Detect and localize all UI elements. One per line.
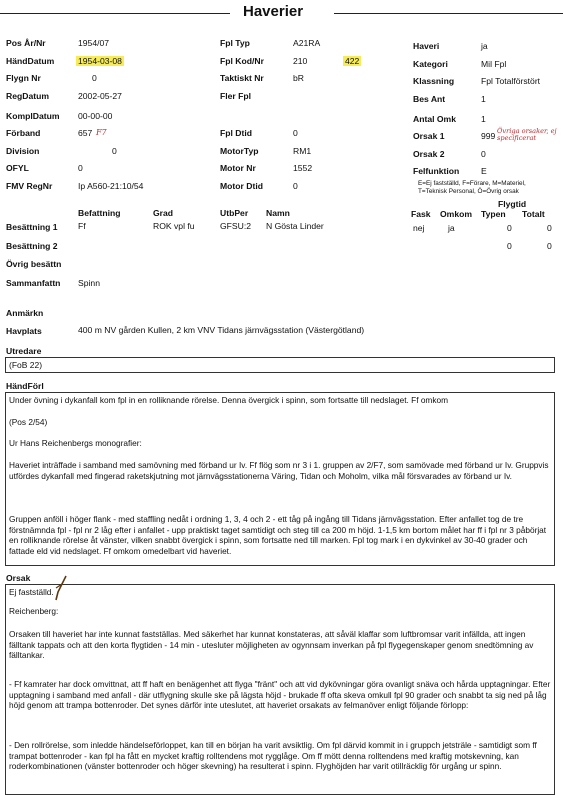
- orsak-paragraph-5: - Den rollrörelse, som inledde händelseförloppet, kan till en början ha varit avsiktlig. Om fpl därvid kommit in i gruppch jetsträle - samtidigt som ff trampat bottenroder - kan fpl ha fått en mycket kraftig rolltendens mot rygglåge. Om ff mött denna rolltendens med kraftig motskevning, kan roderkombinationen (vänster bottenroder och höger skevning) ha resulterat i spinn. Flyghöjden har varit otillräcklig för urgång ur spinn.: [9, 740, 537, 772]
- orsak-box: [5, 584, 555, 795]
- klassning-label: Klassning: [413, 76, 455, 86]
- handforl-label: HändFörl: [6, 381, 44, 391]
- besattning1-totalt: 0: [547, 223, 552, 233]
- taktiskt-nr-label: Taktiskt Nr: [220, 73, 264, 83]
- taktiskt-nr-value: bR: [293, 73, 304, 83]
- orsak-paragraph-4: - Ff kamrater har dock omvittnat, att ff haft en benägenhet att flyga "fränt" och att vid dykövningar göra ovanligt snäva och hårda upptagningar. Efter upptagning i samband med anfall - där utflygning skulle ske på lägsta höjd - brukade ff ofta skeva omkull fpl 90 grader och snabbt ta sig ned på låg höjd genom att trampa bottenroder. Det synes därför inte uteslutet, att haveriet orsakats av felmanöver enligt följande förlopp:: [9, 679, 551, 711]
- orsak1-value: 999: [481, 131, 496, 141]
- besattning2-totalt: 0: [547, 241, 552, 251]
- besattning1-utbper: GFSU:2: [220, 221, 252, 231]
- kategori-value: Mil Fpl: [481, 59, 507, 69]
- page-title: Haverier: [243, 3, 304, 20]
- bes-ant-label: Bes Ant: [413, 94, 446, 104]
- felfunktion-label: Felfunktion: [413, 166, 460, 176]
- fler-fpl-label: Fler Fpl: [220, 91, 252, 101]
- title-rule-right: [334, 13, 563, 14]
- orsak2-label: Orsak 2: [413, 149, 445, 159]
- orsak-paragraph-3: Orsaken till haveriet har inte kunnat fastställas. Med säkerhet har kunnat konstateras, att såväl klaffar som luftbromsar varit infällda, att ingen fälltank tappats och att den korta flygtiden - 14 min - utesluter möjligheten av ogynnsam inverkan på fpl flygegenskaper genom snedtömning av fälltankar.: [9, 629, 534, 661]
- fpl-nr-value: 422: [345, 56, 360, 66]
- fpl-typ-value: A21RA: [293, 38, 321, 48]
- forband-value: 657: [78, 128, 93, 138]
- totalt-header: Totalt: [522, 209, 545, 219]
- felfunktion-value: E: [481, 166, 487, 176]
- orsak-paragraph-2: Reichenberg:: [9, 606, 59, 616]
- regdatum-label: RegDatum: [6, 91, 49, 101]
- besattning1-befattning: Ff: [78, 221, 86, 231]
- besattning2-label: Besättning 2: [6, 241, 58, 251]
- grad-header: Grad: [153, 208, 174, 218]
- hand-datum-value: 1954-03-08: [78, 56, 122, 66]
- besattning1-typen: 0: [507, 223, 512, 233]
- ovrig-besattn-label: Övrig besättn: [6, 259, 62, 269]
- pos-label: Pos År/Nr: [6, 38, 46, 48]
- handforl-paragraph-1: Under övning i dykanfall kom fpl in en rolliknande rörelse. Denna övergick i spinn, som fortsatte till nedslaget. Ff omkom: [9, 395, 449, 405]
- sammanfattn-value: Spinn: [78, 278, 100, 288]
- division-value: 0: [112, 146, 117, 156]
- ofyl-label: OFYL: [6, 163, 29, 173]
- antal-omk-label: Antal Omk: [413, 114, 456, 124]
- orsak-paragraph-1: Ej fastställd.: [9, 587, 54, 597]
- sammanfattn-label: Sammanfattn: [6, 278, 61, 288]
- handforl-paragraph-3: Ur Hans Reichenbergs monografier:: [9, 438, 142, 448]
- ofyl-value: 0: [78, 163, 83, 173]
- orsak2-value: 0: [481, 149, 486, 159]
- omkom-header: Omkom: [440, 209, 472, 219]
- orsak-label: Orsak: [6, 573, 31, 583]
- motor-nr-label: Motor Nr: [220, 163, 256, 173]
- fmv-regnr-value: Ip A560-21:10/54: [78, 181, 144, 191]
- fmv-regnr-label: FMV RegNr: [6, 181, 53, 191]
- fpl-typ-label: Fpl Typ: [220, 38, 250, 48]
- handforl-paragraph-5: Gruppen anföll i höger flank - med staffling nedåt i ordning 1, 3, 4 och 2 - ett tåg på ingång till Tidans järnvägsstation. Efter anfallet tog de tre förstnämnda fpl - fpl nr 2 låg efter i anfallet - upp praktiskt taget samtidigt och steg till ca 200 m höjd. 1-1,5 km bortom målet har ff i fpl nr 3 påbörjat en rolliknande rörelse åt vänster, vilken snabbt övergick i spinn, som fortsatte ned till marken. Fpl tog mark i en dykvinkel av 30-40 grader och fattade eld vid nedslaget. Ff omkom omedelbart vid haveriet.: [9, 514, 547, 556]
- pen-mark-icon: [50, 574, 72, 602]
- fpl-dtid-value: 0: [293, 128, 298, 138]
- kompldatum-value: 00-00-00: [78, 111, 113, 121]
- felfunktion-legend-line1: E=Ej fastställd, F=Förare, M=Materiel,: [418, 180, 526, 187]
- namn-header: Namn: [266, 208, 290, 218]
- bes-ant-value: 1: [481, 94, 486, 104]
- haveri-value: ja: [481, 41, 488, 51]
- motortyp-value: RM1: [293, 146, 312, 156]
- befattning-header: Befattning: [78, 208, 121, 218]
- flygn-value: 0: [92, 73, 97, 83]
- fask-header: Fask: [411, 209, 431, 219]
- orsak1-handwritten-note: Övriga orsaker, ej specificerat: [497, 127, 557, 143]
- orsak1-label: Orsak 1: [413, 131, 445, 141]
- flygn-label: Flygn Nr: [6, 73, 41, 83]
- forband-label: Förband: [6, 128, 41, 138]
- motor-nr-value: 1552: [293, 163, 313, 173]
- motor-dtid-label: Motor Dtid: [220, 181, 263, 191]
- typen-header: Typen: [481, 209, 506, 219]
- besattning1-omkom: ja: [448, 223, 455, 233]
- fpl-dtid-label: Fpl Dtid: [220, 128, 252, 138]
- havplats-value: 400 m NV gården Kullen, 2 km VNV Tidans järnvägsstation (Västergötland): [78, 325, 365, 335]
- haveri-label: Haveri: [413, 41, 440, 51]
- regdatum-value: 2002-05-27: [78, 91, 122, 101]
- klassning-value: Fpl Totalförstört: [481, 76, 541, 86]
- title-rule-left: [0, 13, 230, 14]
- antal-omk-value: 1: [481, 114, 486, 124]
- kompldatum-label: KomplDatum: [6, 111, 60, 121]
- motortyp-label: MotorTyp: [220, 146, 259, 156]
- besattning1-label: Besättning 1: [6, 222, 58, 232]
- division-label: Division: [6, 146, 40, 156]
- utredare-value: (FoB 22): [9, 360, 43, 370]
- besattning1-fask: nej: [413, 223, 425, 233]
- utredare-label: Utredare: [6, 346, 42, 356]
- flygtid-header: Flygtid: [498, 199, 527, 209]
- besattning1-namn: N Gösta Linder: [266, 221, 324, 231]
- fpl-kod-value: 210: [293, 56, 308, 66]
- pos-value: 1954/07: [78, 38, 110, 48]
- handforl-box: [5, 392, 555, 566]
- hand-datum-label: HändDatum: [6, 56, 55, 66]
- besattning2-typen: 0: [507, 241, 512, 251]
- kategori-label: Kategori: [413, 59, 448, 69]
- havplats-label: Havplats: [6, 326, 42, 336]
- anmarkn-label: Anmärkn: [6, 308, 44, 318]
- utbper-header: UtbPer: [220, 208, 249, 218]
- handforl-paragraph-2: (Pos 2/54): [9, 417, 48, 427]
- motor-dtid-value: 0: [293, 181, 298, 191]
- besattning1-grad: ROK vpl fu: [153, 221, 195, 231]
- utredare-box: [5, 357, 555, 373]
- forband-handwritten-note: F7: [96, 128, 107, 137]
- felfunktion-legend-line2: T=Teknisk Personal, Ö=Övrig orsak: [418, 188, 519, 195]
- handforl-paragraph-4: Haveriet inträffade i samband med samövning med förband ur Iv. Ff flög som nr 3 i 1. gruppen av 2/F7, som samövade med förband ur Iv. Gruppvis utfördes dykanfall med fingerad raketskjutning mot järnvägsstationerna Väring, Tidan och Moholm, vilka mål försvarades av förband ur Iv.: [9, 460, 549, 481]
- fpl-kod-label: Fpl Kod/Nr: [220, 56, 264, 66]
